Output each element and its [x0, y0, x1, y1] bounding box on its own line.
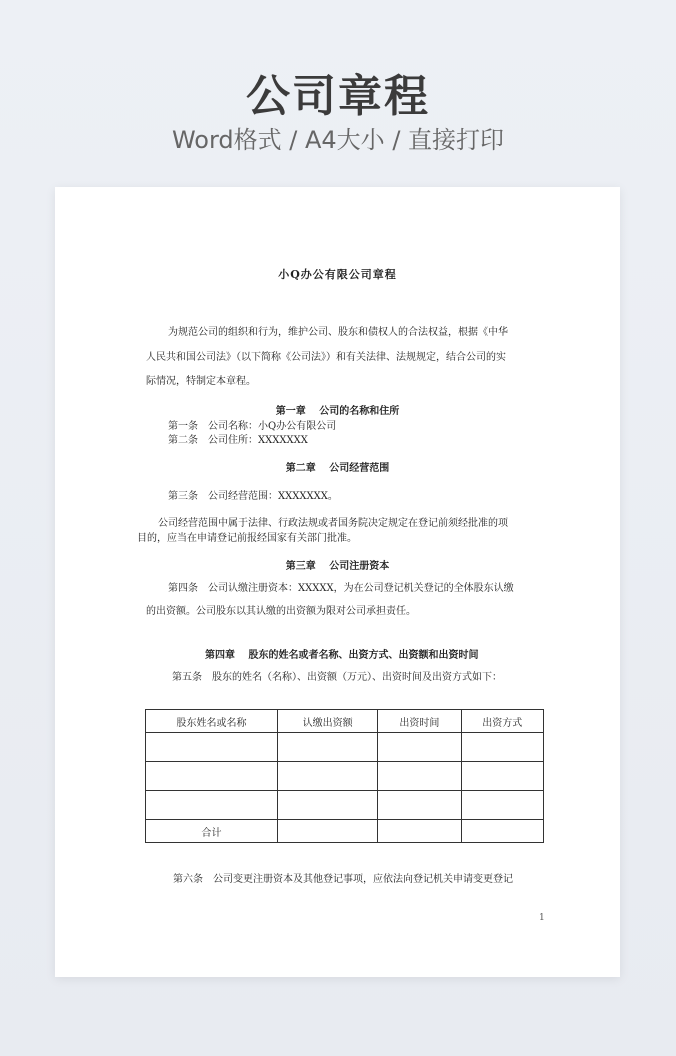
table-header-cell: 认缴出资额 — [277, 710, 377, 733]
table-cell — [146, 791, 278, 820]
chapter-2-heading: 第二章 公司经营范围 — [285, 463, 390, 474]
table-cell — [378, 791, 461, 820]
table-row — [146, 762, 544, 791]
intro-line-1: 为规范公司的组织和行为，维护公司、股东和债权人的合法权益，根据《中华 — [168, 327, 508, 338]
document-title: 小Q办公有限公司章程 — [278, 268, 397, 281]
table-header-cell: 股东姓名或名称 — [146, 710, 278, 733]
table-header-row — [146, 710, 544, 733]
article-1: 第一条 公司名称：小Q办公有限公司 — [168, 421, 337, 432]
table-cell — [461, 791, 543, 820]
chapter-4-heading: 第四章 股东的姓名或者名称、出资方式、出资额和出资时间 — [205, 650, 479, 661]
shareholder-table — [145, 709, 544, 843]
article-4-line-2: 的出资额。公司股东以其认缴的出资额为限对公司承担责任。 — [146, 606, 416, 617]
table-cell — [277, 762, 377, 791]
article-3: 第三条 公司经营范围：XXXXXXX。 — [168, 491, 338, 502]
article-5: 第五条 股东的姓名（名称）、出资额（万元）、出资时间及出资方式如下： — [172, 672, 502, 683]
table-total-label: 合计 — [146, 820, 278, 843]
scope-note-line-2: 目的，应当在申请登记前报经国家有关部门批准。 — [137, 533, 357, 544]
chapter-1-heading: 第一章 公司的名称和住所 — [275, 406, 400, 417]
table-cell — [461, 820, 543, 843]
table-cell — [461, 733, 543, 762]
table-cell — [378, 733, 461, 762]
article-2: 第二条 公司住所：XXXXXXX — [168, 435, 308, 446]
page-number: 1 — [539, 913, 545, 923]
table-row — [146, 791, 544, 820]
table-header-cell: 出资方式 — [461, 710, 543, 733]
intro-line-2: 人民共和国公司法》（以下简称《公司法》）和有关法律、法规规定，结合公司的实 — [146, 352, 506, 363]
table-cell — [461, 762, 543, 791]
table-cell — [378, 762, 461, 791]
article-4-line-1: 第四条 公司认缴注册资本：XXXXX，为在公司登记机关登记的全体股东认缴 — [168, 583, 514, 594]
table-header-cell: 出资时间 — [378, 710, 461, 733]
table-cell — [277, 791, 377, 820]
banner-subtitle: Word格式 / A4大小 / 直接打印 — [171, 126, 505, 154]
table-cell — [146, 762, 278, 791]
intro-line-3: 际情况，特制定本章程。 — [146, 376, 256, 387]
chapter-3-heading: 第三章 公司注册资本 — [285, 561, 390, 572]
table-cell — [378, 820, 461, 843]
table-total-row — [146, 820, 544, 843]
table-cell — [146, 733, 278, 762]
table-row — [146, 733, 544, 762]
document-page — [55, 187, 620, 977]
scope-note-line-1: 公司经营范围中属于法律、行政法规或者国务院决定规定在登记前须经批准的项 — [158, 518, 508, 529]
banner-title: 公司章程 — [246, 71, 430, 122]
article-6: 第六条 公司变更注册资本及其他登记事项，应依法向登记机关申请变更登记 — [173, 874, 513, 885]
table-cell — [277, 733, 377, 762]
table-cell — [277, 820, 377, 843]
